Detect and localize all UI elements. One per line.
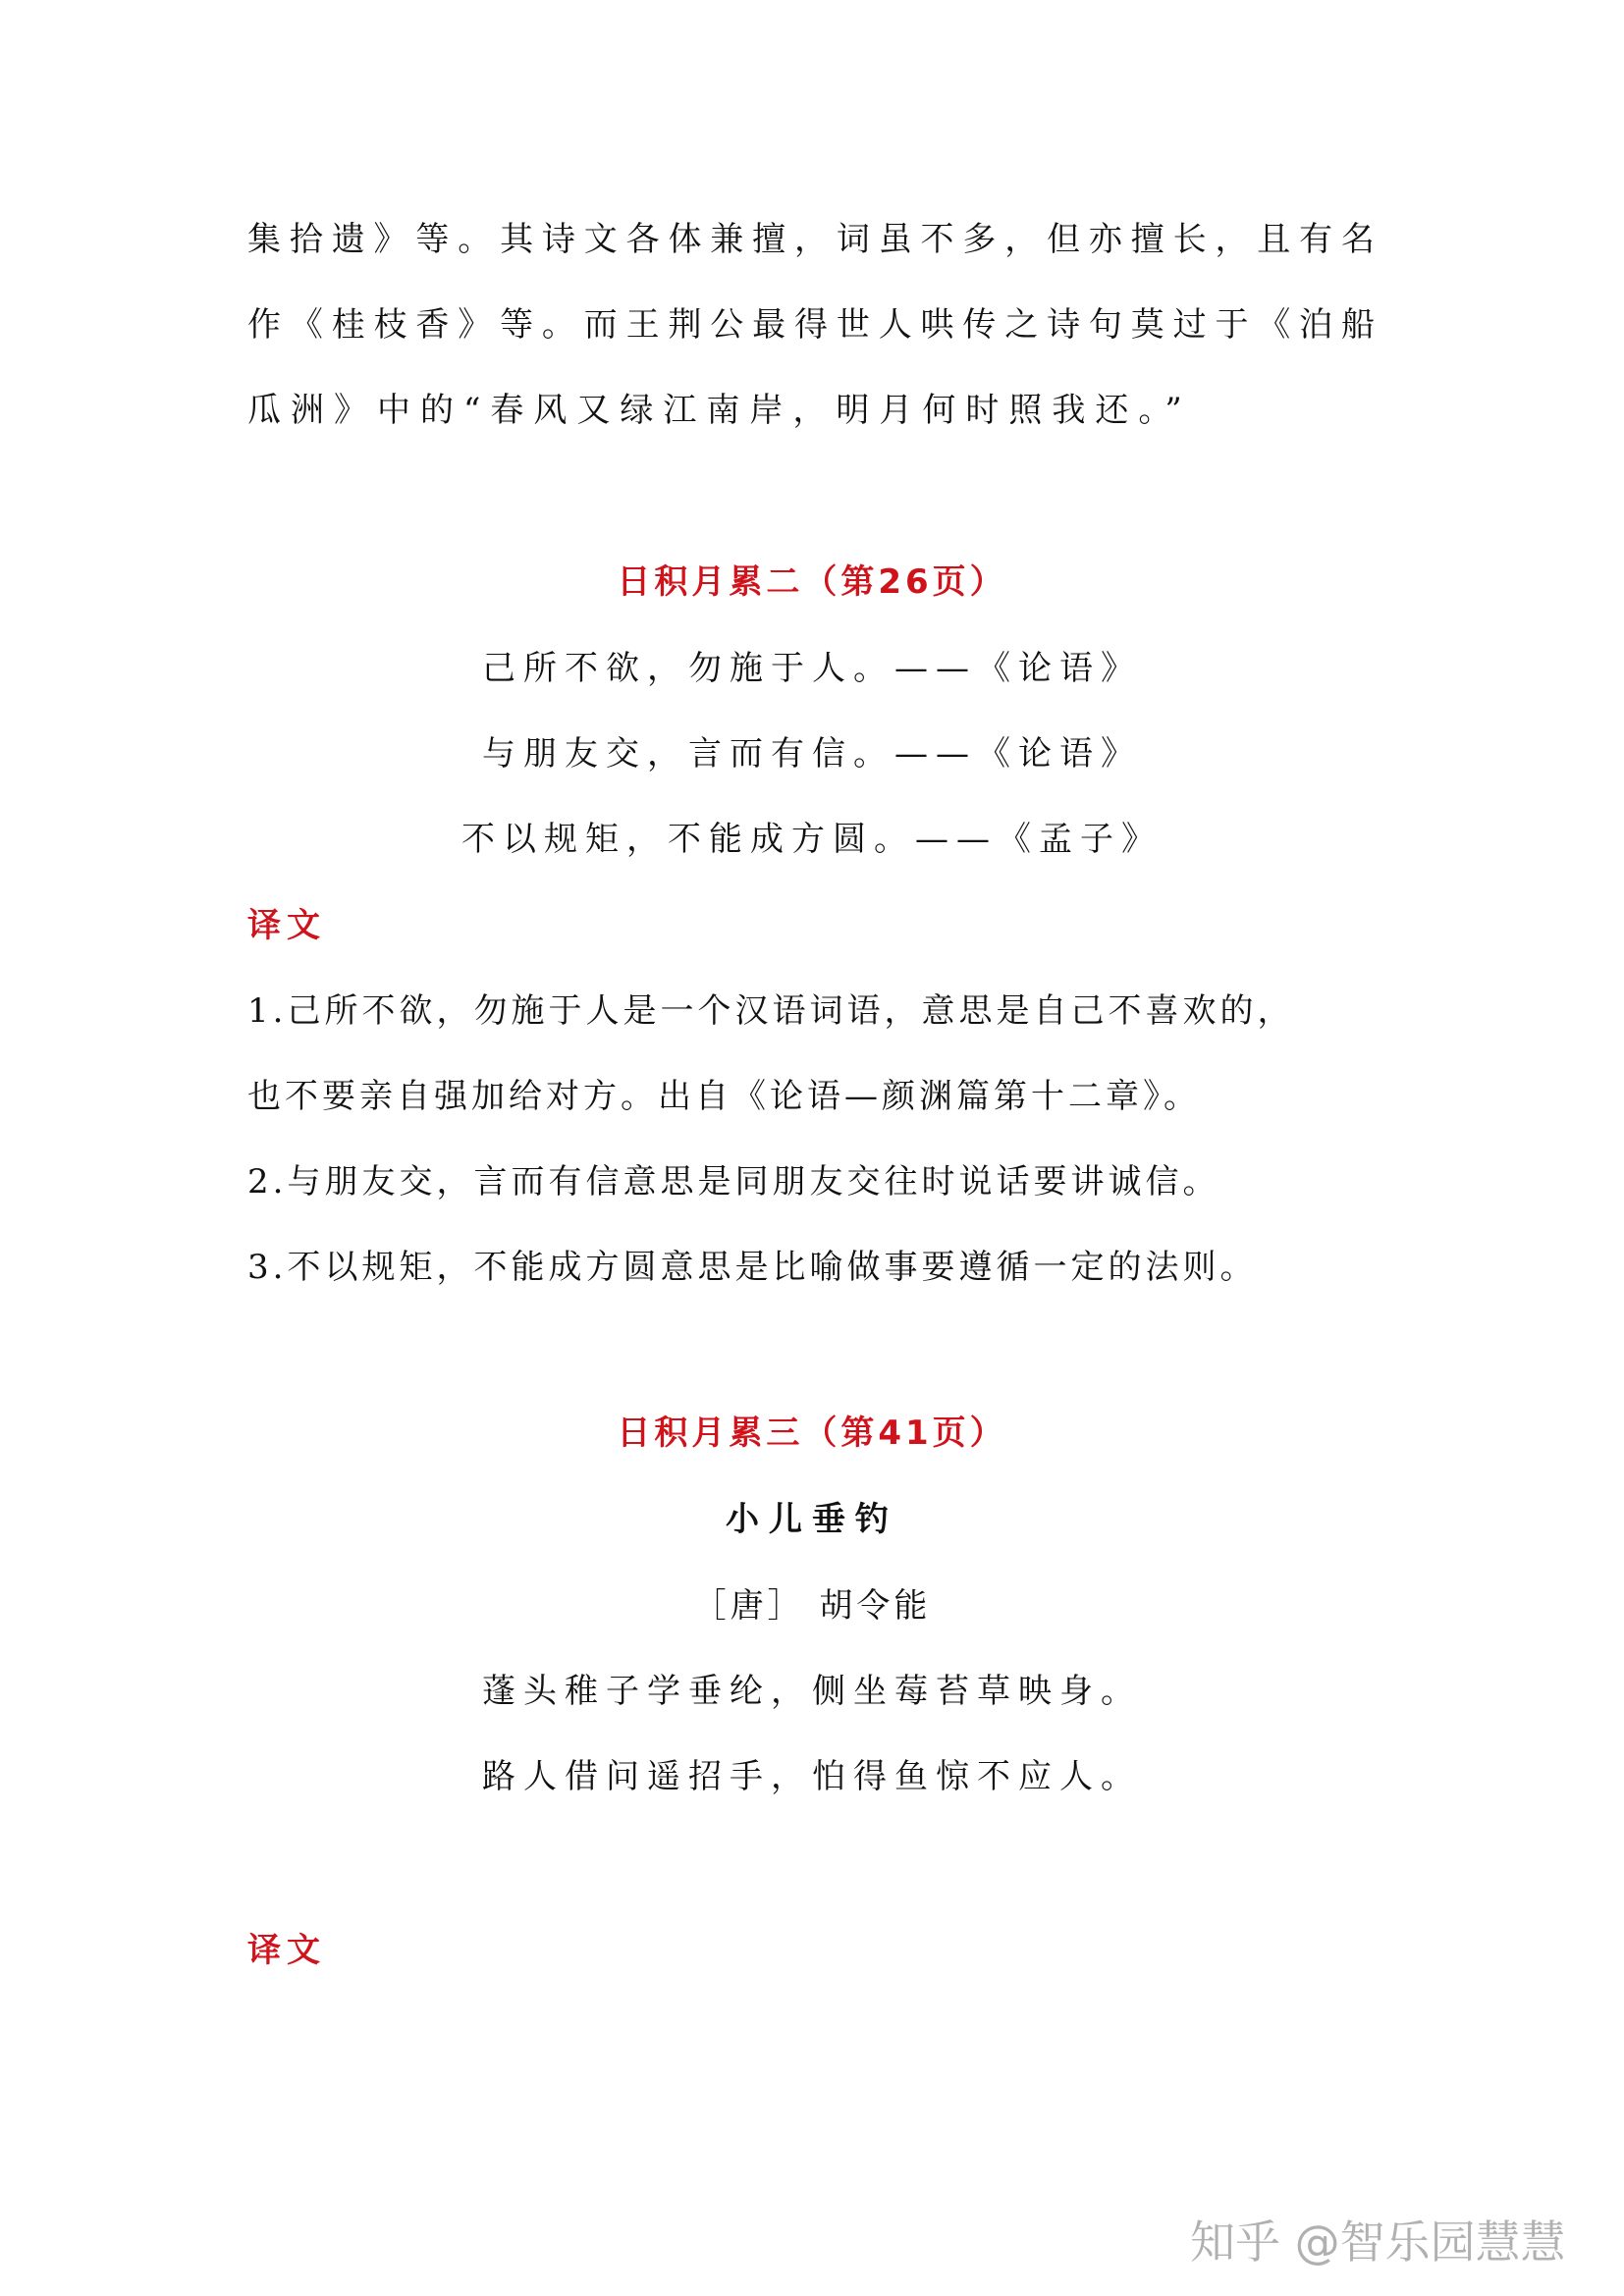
zhihu-watermark: 知乎 @智乐园慧慧 <box>1190 2216 1566 2269</box>
poem-author: ［唐］ 胡令能 <box>692 1586 932 1626</box>
poem-line-2: 路人借问遥招手，怕得鱼惊不应人。 <box>482 1757 1142 1796</box>
poem-line-1: 蓬头稚子学垂纶，侧坐莓苔草映身。 <box>482 1672 1142 1711</box>
translation-line-3: 2.与朋友交，言而有信意思是同朋友交往时说话要讲诚信。 <box>247 1162 1220 1201</box>
translation-label-2: 译文 <box>247 1931 326 1970</box>
section-3-heading: 日积月累三（第41页） <box>617 1414 1007 1453</box>
translation-line-1: 1.己所不欲，勿施于人是一个汉语词语，意思是自己不喜欢的， <box>247 991 1295 1031</box>
intro-paragraph-line-1: 集拾遗》等。其诗文各体兼擅，词虽不多，但亦擅长，且有名 <box>247 220 1377 259</box>
quote-line-2: 与朋友交，言而有信。——《论语》 <box>482 734 1142 774</box>
translation-line-2: 也不要亲自强加给对方。出自《论语—颜渊篇第十二章》。 <box>247 1077 1201 1116</box>
quote-line-3: 不以规矩，不能成方圆。——《孟子》 <box>461 820 1163 859</box>
intro-paragraph-line-2: 作《桂枝香》等。而王荆公最得世人哄传之诗句莫过于《泊船 <box>247 305 1377 345</box>
translation-line-4: 3.不以规矩，不能成方圆意思是比喻做事要遵循一定的法则。 <box>247 1248 1258 1287</box>
intro-paragraph-line-3: 瓜洲》中的“春风又绿江南岸，明月何时照我还。” <box>247 391 1192 430</box>
section-2-heading: 日积月累二（第26页） <box>617 562 1007 602</box>
poem-title: 小儿垂钓 <box>726 1500 898 1539</box>
translation-label: 译文 <box>247 906 326 945</box>
quote-line-1: 己所不欲，勿施于人。——《论语》 <box>482 649 1142 688</box>
